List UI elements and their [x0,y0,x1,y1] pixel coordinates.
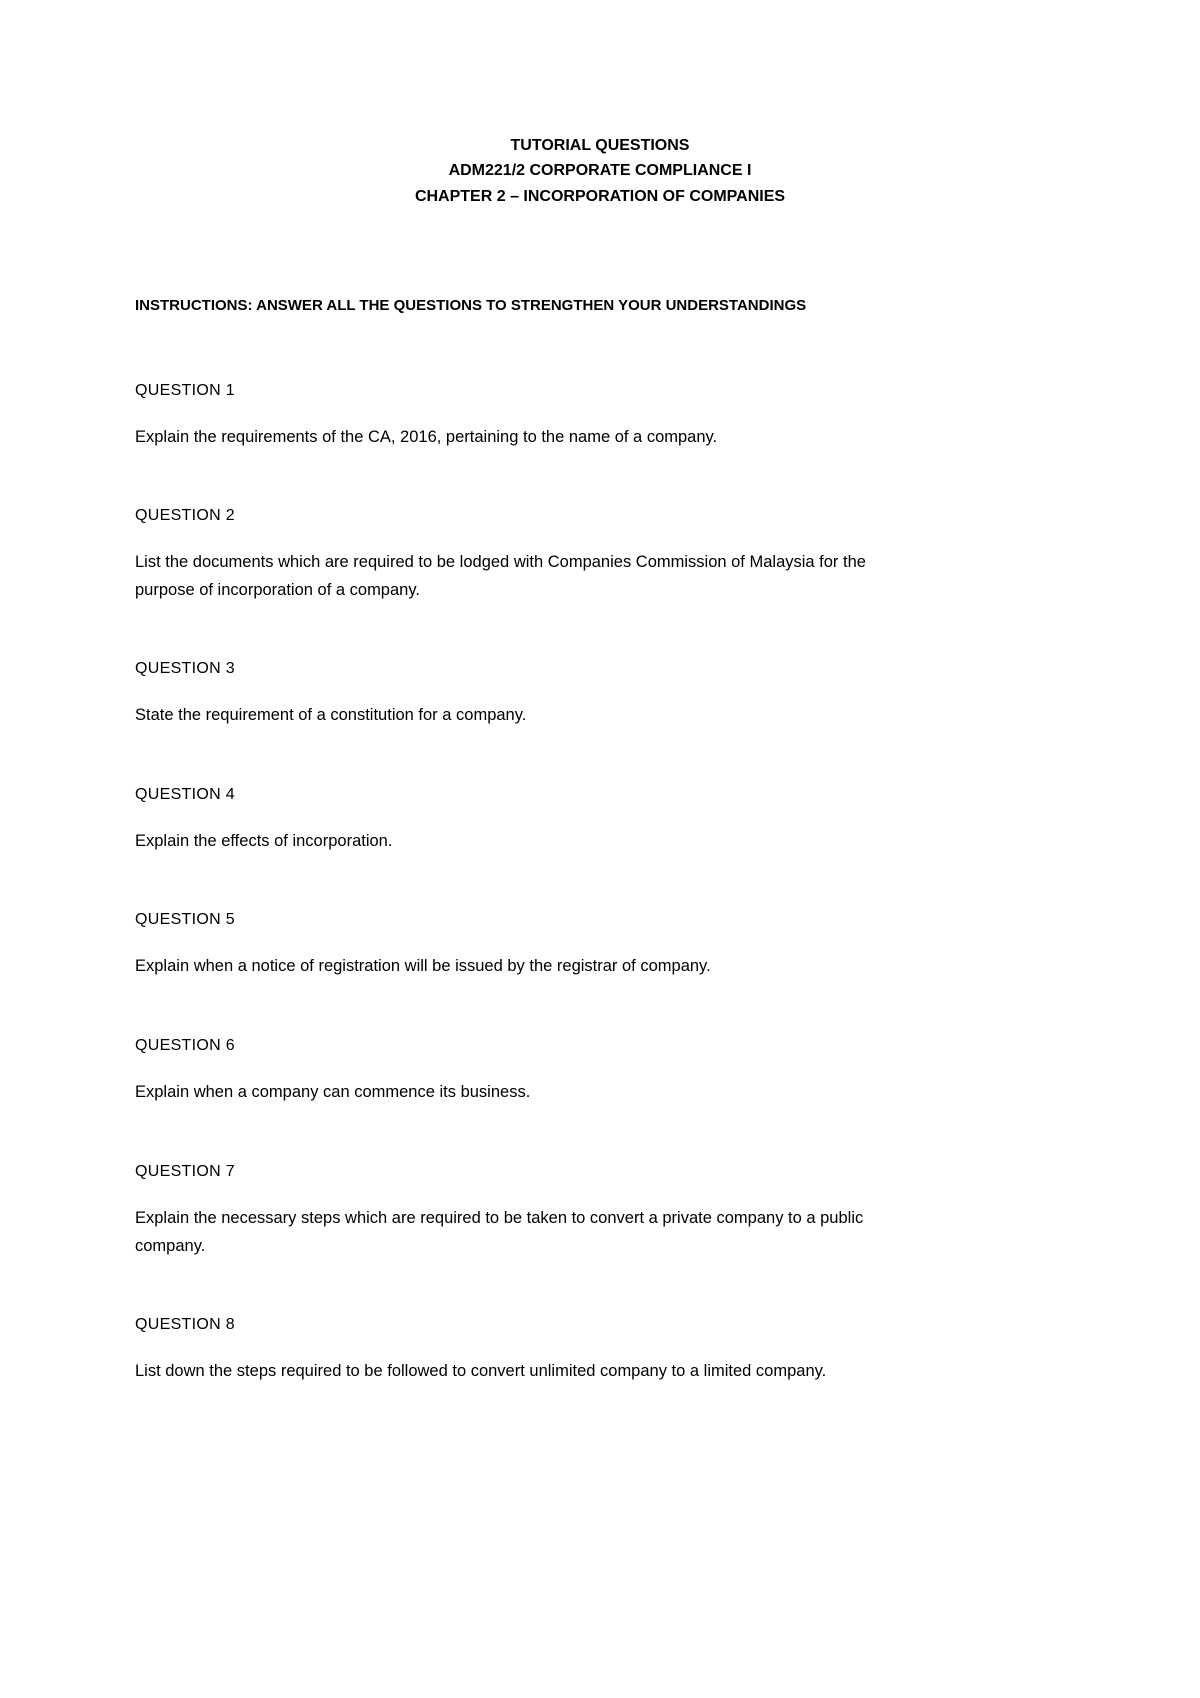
question-text [135,701,1035,729]
question-text [135,1078,1035,1106]
question-8 [135,1315,1035,1385]
question-label: QUESTION 1 [135,382,235,399]
question-text [135,1357,1035,1385]
question-text [135,548,1035,604]
document-title: TUTORIAL QUESTIONS [510,137,690,154]
question-2 [135,506,1035,604]
question-1 [135,381,1035,451]
question-text-line: Explain the effects of incorporation. [135,832,393,850]
question-5 [135,910,1035,980]
question-text [135,827,1035,855]
question-text-line: purpose of incorporation of a company. [135,581,420,599]
question-label: QUESTION 6 [135,1037,235,1054]
question-label: QUESTION 5 [135,911,235,928]
chapter-title: CHAPTER 2 – INCORPORATION OF COMPANIES [414,188,786,205]
question-text [135,423,1035,451]
question-text [135,952,1035,980]
question-7 [135,1162,1035,1260]
question-text-line: State the requirement of a constitution for a company. [135,706,527,724]
question-text-line: company. [135,1237,206,1255]
question-label: QUESTION 7 [135,1163,235,1180]
question-text-line: List down the steps required to be followed to convert unlimited company to a limited company. [135,1362,827,1380]
course-title: ADM221/2 CORPORATE COMPLIANCE I [448,162,752,179]
question-label: QUESTION 2 [135,507,235,524]
question-label: QUESTION 8 [135,1316,235,1333]
question-text-line: Explain when a company can commence its business. [135,1083,531,1101]
question-text [135,1204,1035,1260]
question-text-line: Explain the necessary steps which are required to be taken to convert a private company to a public [135,1209,864,1227]
question-6 [135,1036,1035,1106]
question-label: QUESTION 4 [135,786,235,803]
question-4 [135,785,1035,855]
question-text-line: Explain when a notice of registration will be issued by the registrar of company. [135,957,711,975]
question-text-line: List the documents which are required to be lodged with Companies Commission of Malaysia for the [135,553,866,571]
question-label: QUESTION 3 [135,660,235,677]
question-text-line: Explain the requirements of the CA, 2016, pertaining to the name of a company. [135,428,718,446]
question-3 [135,659,1035,729]
instructions: INSTRUCTIONS: ANSWER ALL THE QUESTIONS TO STRENGTHEN YOUR UNDERSTANDINGS [135,297,807,314]
